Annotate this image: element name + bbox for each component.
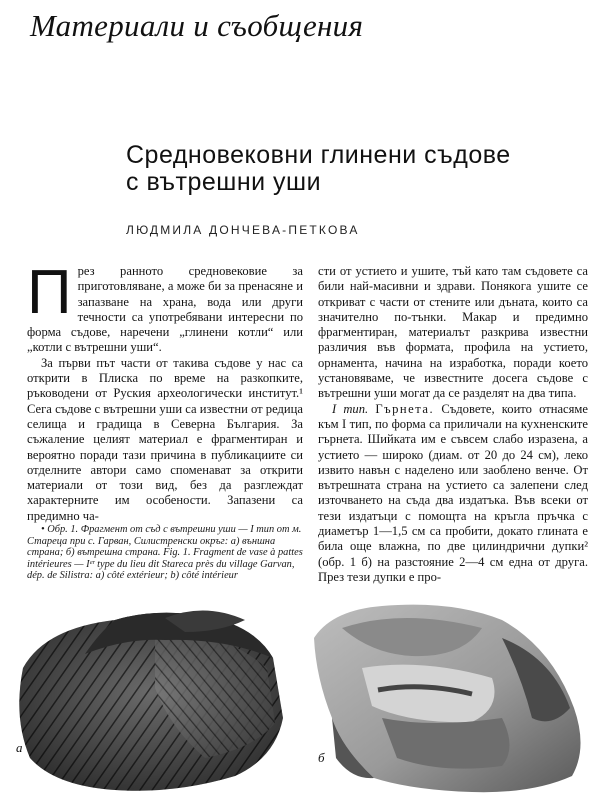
figure-caption: • Обр. 1. Фрагмент от съд с вътрешни уши — I тип от м. Стареца при с. Гарван, Силистренски окръг: а) външна страна; б) вътрешна страна. Fig. 1. Fragment de vase à pattes intérieures — Iᵉʳ type du lieu dit Stareca près du village Garvan, dép. de Silistra: a) côté extérieur; b) côté intérieur	[27, 524, 303, 582]
continued-paragraph: сти от устието и ушите, тъй като там съдовете са били най-масивни и здрави. Понякога ушите се откриват с части от стените или дъната, които са значително по-тънки. Макар и предимно фрагментиран, материалът разкрива известни различия във формата, профила на устието, орнамента, начина на изработка, поради което установяваме, че известните досега съдове с вътрешни уши могат да се разделят на два типа.	[318, 264, 588, 401]
figure-label-a: а	[16, 740, 23, 755]
photo-fragment-interior	[302, 598, 598, 798]
fragment-exterior-image	[5, 598, 297, 798]
article-title	[126, 142, 511, 196]
type-one-heading: Гърнета.	[375, 401, 435, 416]
left-column	[27, 258, 303, 582]
type-one-paragraph	[318, 402, 588, 586]
right-column	[318, 264, 588, 585]
body-paragraph-2: За първи път части от такива съдове у нас са открити в Плиска по време на разкопките, ръководени от Руския археологически институт.¹ Сега съдове с вътрешни уши са известни от редица селища и градища в Северна България. За съжаление целият материал е фрагментиран и вероятно поради тази причина в публикациите си отделните автори само споменават за открити материали от този вид, без да разглеждат характерните им особености. Запазени са предимно ча-	[27, 355, 303, 523]
fragment-interior-image	[302, 598, 598, 798]
author-name: ЛЮДМИЛА ДОНЧЕВА-ПЕТКОВА	[126, 223, 360, 237]
photo-fragment-exterior	[5, 598, 297, 798]
intro-paragraph-text: рез ранното средновековие за приготовляване, а може би за пренасяне и запазване на храна, вода или други течности са употребявани интересни по форма съдове, наречени „глинени котли“ или „котли с вътрешни уши“.	[27, 264, 303, 355]
intro-paragraph	[27, 258, 303, 356]
figure-label-b: б	[318, 750, 325, 765]
article-title-line-2: с вътрешни уши	[126, 168, 322, 196]
article-title-line-1: Средновековни глинени съдове	[126, 141, 511, 169]
type-one-label: I тип.	[332, 401, 369, 416]
drop-cap: П	[27, 258, 72, 327]
type-one-text: Съдовете, които отнасяме към I тип, по форма са приличали на кухненските гърнета. Шийката им е съвсем слабо изразена, а устието — широко (диам. от 20 до 24 см), леко извито навън с наделено или заоблено венче. От вътрешната страна на устието са залепени след източването на съда два издатъка. Във всеки от тези издатъци с помощта на кръгла пръчка с диаметър 1—1,5 см са пробити, докато глината е била още влажна, по две цилиндрични дупки² (обр. 1 б) на разстояние 2—4 см една от друга. През тези дупки е про-	[318, 401, 588, 584]
section-title: Материали и съобщения	[30, 8, 364, 43]
